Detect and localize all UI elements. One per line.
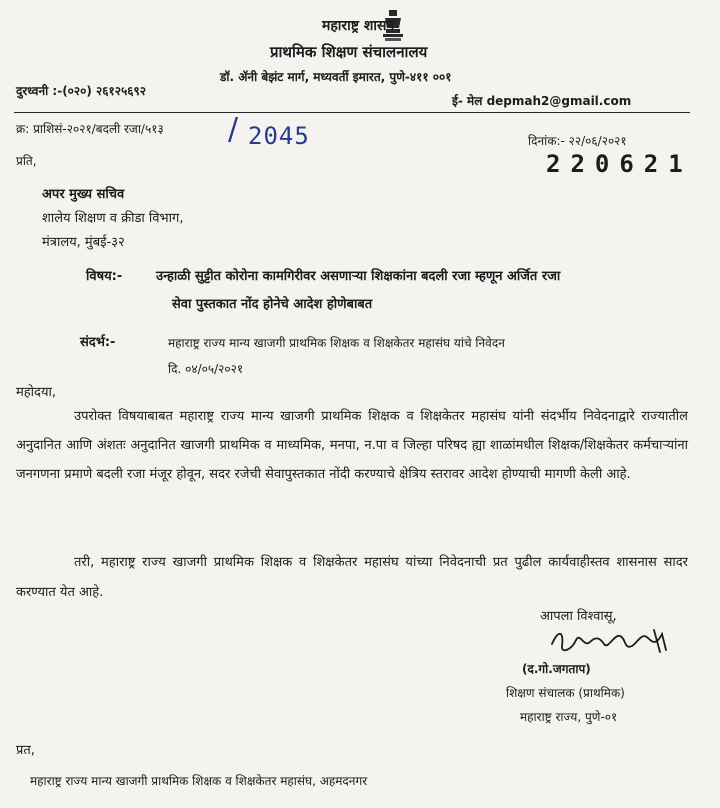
email-label: ई- मेल [452,94,483,108]
signatory-designation: शिक्षण संचालक (प्राथमिक) [506,686,625,700]
recipient-department: शालेय शिक्षण व क्रीडा विभाग, [42,211,184,226]
office-address: डॉ. ॲनी बेझंट मार्ग, मध्यवर्ती इमारत, पुणे-४११ ००१ [220,70,452,84]
recipient-location: मंत्रालय, मुंबई-३२ [42,235,125,250]
closing: आपला विश्वासू, [540,609,617,624]
letter-date: दिनांक:- २२/०६/२०२१ [528,134,627,148]
body-paragraph-2: तरी, महाराष्ट्र राज्य खाजगी प्राथमिक शिक्षक व शिक्षकेतर महासंघ यांच्या निवेदनाची प्रत पुढील कार्यवाहीस्तव शासनास सादर करण्यात येत आहे. [16,555,688,600]
subject-line-1: उन्हाळी सुट्टीत कोरोना कामगिरीवर असणाऱ्या शिक्षकांना बदली रजा म्हणून अर्जित रजा [156,269,561,284]
handwritten-number: 2045 [248,122,310,150]
office-title: प्राथमिक शिक्षण संचालनालय [270,43,428,61]
signature-image [548,624,678,658]
reference-number: क्र: प्राशिसं-२०२१/बदली रजा/५१३ [16,122,164,136]
email-line [452,92,631,109]
subject-line-2: सेवा पुस्तकात नोंद होनेचे आदेश होणेबाबत [172,297,373,312]
recipient-prefix: प्रति, [16,154,37,168]
email-address: depmah2@gmail.com [486,94,632,108]
phone-number: दुरध्वनी :-(०२०) २६१२५६९२ [16,84,146,98]
copy-label: प्रत, [16,743,35,758]
body-paragraph-1: उपरोक्त विषयाबाबत महाराष्ट्र राज्य मान्य खाजगी प्राथमिक शिक्षक व शिक्षकेतर महासंघ यांनी संदर्भीय निवेदनाद्वारे राज्यातील अनुदानित आणि अंशतः अनुदानित खाजगी प्राथमिक व माध्यमिक, मनपा, न.पा व जिल्हा परिषद ह्या शाळांमधील शिक्षक/शिक्षकेतर कर्मचाऱ्यांना जनगणना प्रमाणे बदली रजा मंजूर होवून, सदर रजेची सेवापुस्तकात नोंदी करण्याचे क्षेत्रिय स्तरावर आदेश होण्याची मागणी केली आहे. [16,409,688,482]
handwritten-slash: / [228,112,239,147]
reference-label: संदर्भ:- [80,335,116,350]
reference-line-2: दि. ०४/०५/२०२१ [168,362,244,376]
signatory-name: (द.गो.जगताप) [522,662,591,676]
letterhead-divider [14,112,690,113]
salutation: महोदया, [16,385,56,400]
date-stamp: 220621 [546,150,693,178]
government-title: महाराष्ट्र शासन [322,18,395,34]
subject-label: विषय:- [86,269,123,284]
copy-recipient: महाराष्ट्र राज्य मान्य खाजगी प्राथमिक शिक्षक व शिक्षकेतर महासंघ, अहमदनगर [30,774,368,788]
signatory-place: महाराष्ट्र राज्य, पुणे-०१ [520,710,618,724]
recipient-title: अपर मुख्य सचिव [42,187,125,202]
reference-line-1: महाराष्ट्र राज्य मान्य खाजगी प्राथमिक शिक्षक व शिक्षकेतर महासंघ यांचे निवेदन [168,336,505,350]
